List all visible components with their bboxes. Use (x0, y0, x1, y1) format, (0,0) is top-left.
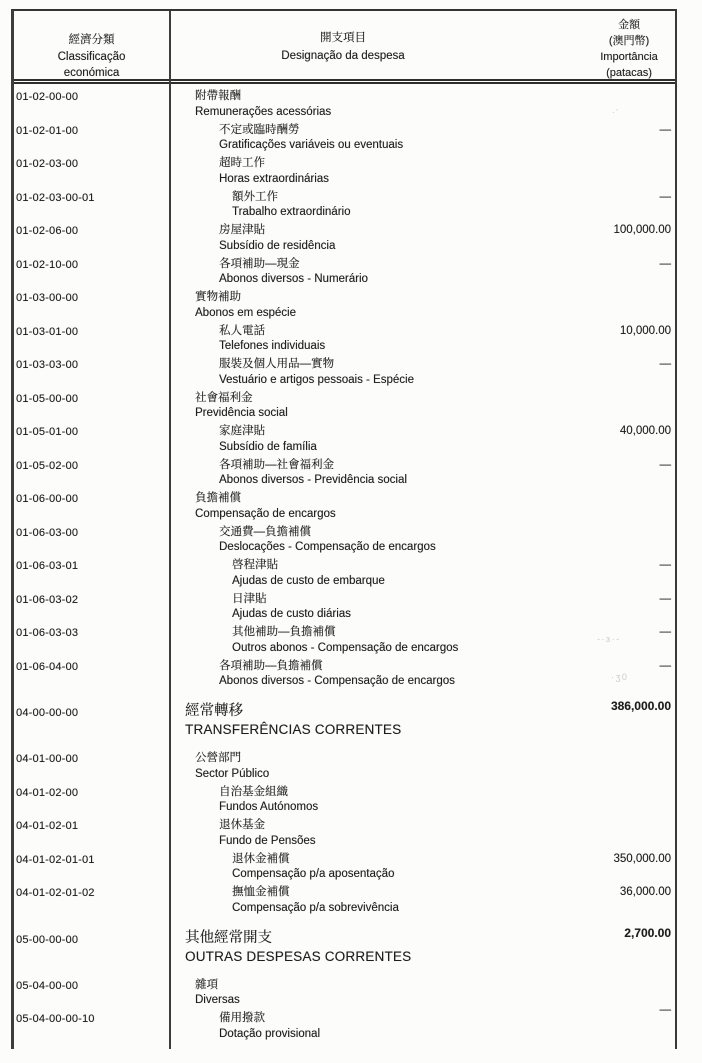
table-row (14, 424, 675, 455)
table-row (14, 852, 675, 883)
row-designation-pt: Trabalho extraordinário (232, 206, 351, 218)
header-col1-pt-line2: económica (63, 67, 120, 79)
row-designation-pt: Abonos diversos - Numerário (219, 273, 368, 285)
row-economic-code: 04-00-00-00 (16, 707, 79, 719)
header-economic-classification (14, 32, 169, 82)
row-designation-pt: Previdência social (195, 407, 288, 419)
row-designation-zh: 各項補助—社會福利金 (219, 458, 334, 471)
row-amount: — (659, 626, 671, 638)
row-designation-zh: 啓程津貼 (232, 559, 278, 571)
scan-artifact: ·ʒ0 (611, 672, 629, 682)
row-economic-code: 01-06-04-00 (16, 660, 79, 673)
table-row (14, 391, 675, 422)
row-designation (169, 592, 563, 623)
row-designation-pt: Ajudas de custo diárias (232, 608, 351, 620)
row-designation (169, 1011, 563, 1042)
row-designation-zh: 退休金補償 (232, 852, 290, 865)
row-designation (169, 324, 563, 355)
table-row (14, 156, 675, 187)
table-row (14, 491, 675, 522)
row-designation-pt: Abonos diversos - Previdência social (219, 474, 407, 486)
row-designation (169, 929, 563, 966)
table-row (14, 123, 675, 154)
row-designation-pt: Vestuário e artigos pessoais - Espécie (219, 373, 414, 386)
row-designation-zh: 公營部門 (195, 752, 241, 764)
header-expense-designation (169, 30, 517, 65)
row-designation-zh: 社會福利金 (195, 391, 253, 404)
table-row (14, 525, 675, 556)
header-amount-patacas (584, 17, 674, 81)
row-designation-zh: 撫恤金補償 (232, 886, 290, 898)
row-designation-zh: 經常轉移 (185, 703, 243, 719)
row-economic-code: 01-03-01-00 (16, 325, 79, 338)
row-designation-pt: Remunerações acessórias (195, 105, 332, 118)
row-designation-pt: Abonos diversos - Compensação de encargos (219, 675, 455, 687)
row-amount: 2,700.00 (624, 925, 671, 940)
row-designation-zh: 雜項 (195, 978, 218, 991)
row-amount: 40,000.00 (619, 425, 671, 437)
row-designation-pt: Outros abonos - Compensação de encargos (232, 641, 459, 654)
row-amount: 350,000.00 (613, 852, 671, 865)
row-amount: — (659, 458, 671, 471)
row-designation-pt: OUTRAS DESPESAS CORRENTES (185, 948, 412, 964)
row-economic-code: 01-06-03-02 (16, 593, 79, 606)
row-amount: 386,000.00 (610, 699, 671, 713)
row-designation (169, 625, 563, 656)
row-designation (169, 458, 563, 489)
row-designation-pt: Horas extraordinárias (219, 172, 329, 185)
row-designation-pt: Fundo de Pensões (219, 834, 316, 847)
row-economic-code: 01-02-03-00-01 (16, 191, 95, 204)
table-row (14, 190, 675, 221)
row-designation (169, 223, 563, 254)
table-header (14, 11, 675, 84)
row-economic-code: 01-06-03-03 (16, 627, 79, 639)
table-row (14, 1004, 675, 1042)
column-divider-line (169, 11, 171, 1049)
row-designation (169, 558, 563, 589)
scan-artifact: ·’ (612, 108, 620, 117)
row-designation-pt: TRANSFERÊNCIAS CORRENTES (185, 722, 402, 737)
table-row (14, 89, 675, 120)
row-designation (169, 156, 563, 187)
row-designation-zh: 其他經常開支 (185, 929, 272, 946)
table-row (14, 592, 675, 623)
row-amount: — (659, 190, 671, 203)
row-designation (169, 785, 563, 816)
row-designation-zh: 服裝及個人用品—實物 (219, 358, 334, 370)
table-row (14, 751, 675, 782)
row-amount: — (659, 123, 671, 136)
row-designation (169, 852, 563, 883)
row-designation-zh: 各項補助—現金 (219, 257, 300, 270)
table-row (14, 458, 675, 489)
budget-table (11, 9, 677, 1049)
row-designation-zh: 家庭津貼 (219, 425, 265, 437)
header-col1-zh: 經濟分類 (68, 34, 115, 46)
row-amount: — (659, 1004, 671, 1016)
row-economic-code: 04-01-02-00 (16, 786, 79, 799)
table-row (14, 818, 675, 849)
row-designation-zh: 額外工作 (232, 190, 278, 203)
row-amount: — (659, 659, 671, 672)
table-row (14, 925, 675, 966)
table-row (14, 785, 675, 816)
row-economic-code: 01-05-02-00 (16, 459, 79, 472)
row-designation-zh: 各項補助—負擔補償 (219, 659, 323, 672)
row-economic-code: 04-01-02-01-02 (16, 887, 95, 899)
table-row (14, 357, 675, 388)
row-designation-pt: Telefones individuais (219, 340, 326, 352)
row-amount: — (659, 358, 671, 370)
row-designation-zh: 私人電話 (219, 324, 265, 337)
row-amount: — (659, 257, 671, 270)
table-row (14, 290, 675, 321)
row-economic-code: 01-02-01-00 (16, 124, 79, 137)
row-designation-pt: Abonos em espécie (195, 306, 297, 319)
row-economic-code: 01-05-00-00 (16, 392, 79, 405)
row-economic-code: 04-01-02-01-01 (16, 853, 95, 866)
row-amount: — (659, 592, 671, 605)
row-designation-pt: Diversas (195, 994, 240, 1006)
row-designation-zh: 交通費—負擔補償 (219, 525, 311, 538)
row-designation-zh: 退休基金 (219, 819, 265, 831)
table-row (14, 558, 675, 589)
row-economic-code: 01-02-10-00 (16, 258, 79, 271)
row-designation (169, 257, 563, 288)
row-designation-zh: 超時工作 (219, 157, 265, 169)
row-economic-code: 01-02-06-00 (16, 225, 79, 237)
row-designation (169, 357, 563, 388)
table-row (14, 885, 675, 916)
row-designation (169, 391, 563, 422)
row-designation-pt: Dotação provisional (219, 1027, 321, 1040)
header-col3-line2: (澳門幣) (608, 35, 650, 47)
row-economic-code: 01-02-03-00 (16, 158, 79, 170)
row-designation (169, 818, 563, 849)
row-designation (169, 290, 563, 321)
row-designation-zh: 備用撥款 (219, 1012, 265, 1024)
row-designation-pt: Compensação p/a aposentação (232, 868, 395, 880)
row-economic-code: 01-06-03-00 (16, 526, 79, 539)
row-designation (169, 702, 563, 739)
row-designation-zh: 日津貼 (232, 592, 267, 605)
row-designation (169, 659, 563, 690)
row-designation-pt: Subsídio de residência (219, 239, 336, 252)
table-row (14, 625, 675, 656)
row-economic-code: 05-04-00-00-10 (16, 1013, 95, 1025)
row-designation-zh: 自治基金組織 (219, 785, 288, 798)
row-designation-pt: Ajudas de custo de embarque (232, 574, 385, 587)
row-designation (169, 89, 563, 120)
table-row (14, 223, 675, 254)
row-amount: — (659, 559, 671, 571)
row-designation-pt: Compensação de encargos (195, 507, 336, 520)
row-economic-code: 04-01-00-00 (16, 753, 79, 765)
row-designation (169, 190, 563, 221)
header-col3-line4: (patacas) (606, 67, 652, 79)
header-col3-line3: Importância (600, 51, 658, 63)
row-economic-code: 01-06-00-00 (16, 493, 79, 505)
row-designation-zh: 附帶報酬 (195, 90, 241, 102)
row-amount: 10,000.00 (619, 324, 671, 337)
row-designation-zh: 不定或臨時酬勞 (219, 123, 300, 136)
row-designation-pt: Sector Público (195, 767, 270, 780)
row-economic-code: 01-05-01-00 (16, 426, 79, 438)
row-designation-zh: 房屋津貼 (219, 224, 265, 236)
row-economic-code: 01-02-00-00 (16, 91, 79, 103)
row-designation (169, 751, 563, 782)
row-economic-code: 05-00-00-00 (16, 933, 79, 946)
row-designation-pt: Fundos Autónomos (219, 801, 319, 813)
row-designation-zh: 實物補助 (195, 291, 241, 303)
table-row (14, 659, 675, 690)
table-row (14, 324, 675, 355)
row-economic-code: 01-06-03-01 (16, 560, 79, 572)
row-designation-pt: Subsídio de família (219, 440, 317, 453)
header-col3-line1: 金額 (618, 19, 640, 31)
header-col1-pt-line1: Classificação (57, 50, 126, 63)
row-amount: 36,000.00 (619, 886, 671, 898)
row-amount: 100,000.00 (613, 224, 671, 236)
table-row (14, 699, 675, 739)
row-economic-code: 04-01-02-01 (16, 820, 79, 832)
row-designation-pt: Deslocações - Compensação de encargos (219, 541, 436, 553)
row-designation-pt: Compensação p/a sobrevivência (232, 901, 399, 914)
row-economic-code: 01-03-00-00 (16, 292, 79, 304)
row-economic-code: 01-03-03-00 (16, 359, 79, 371)
row-designation-zh: 負擔補償 (195, 492, 241, 504)
header-col2-zh: 開支項目 (320, 32, 366, 44)
row-designation-zh: 其他補助—負擔補償 (232, 626, 336, 638)
row-designation (169, 885, 563, 916)
table-row (14, 257, 675, 288)
row-designation-pt: Gratificações variáveis ou eventuais (219, 139, 404, 151)
row-designation (169, 525, 563, 556)
header-col2-pt: Designação da despesa (281, 49, 405, 62)
table-body (14, 84, 675, 1042)
row-economic-code: 05-04-00-00 (16, 979, 79, 992)
row-designation (169, 491, 563, 522)
row-designation (169, 978, 563, 1009)
row-designation (169, 123, 563, 154)
row-designation (169, 424, 563, 455)
scan-artifact: -·ɜ·- (597, 634, 621, 644)
